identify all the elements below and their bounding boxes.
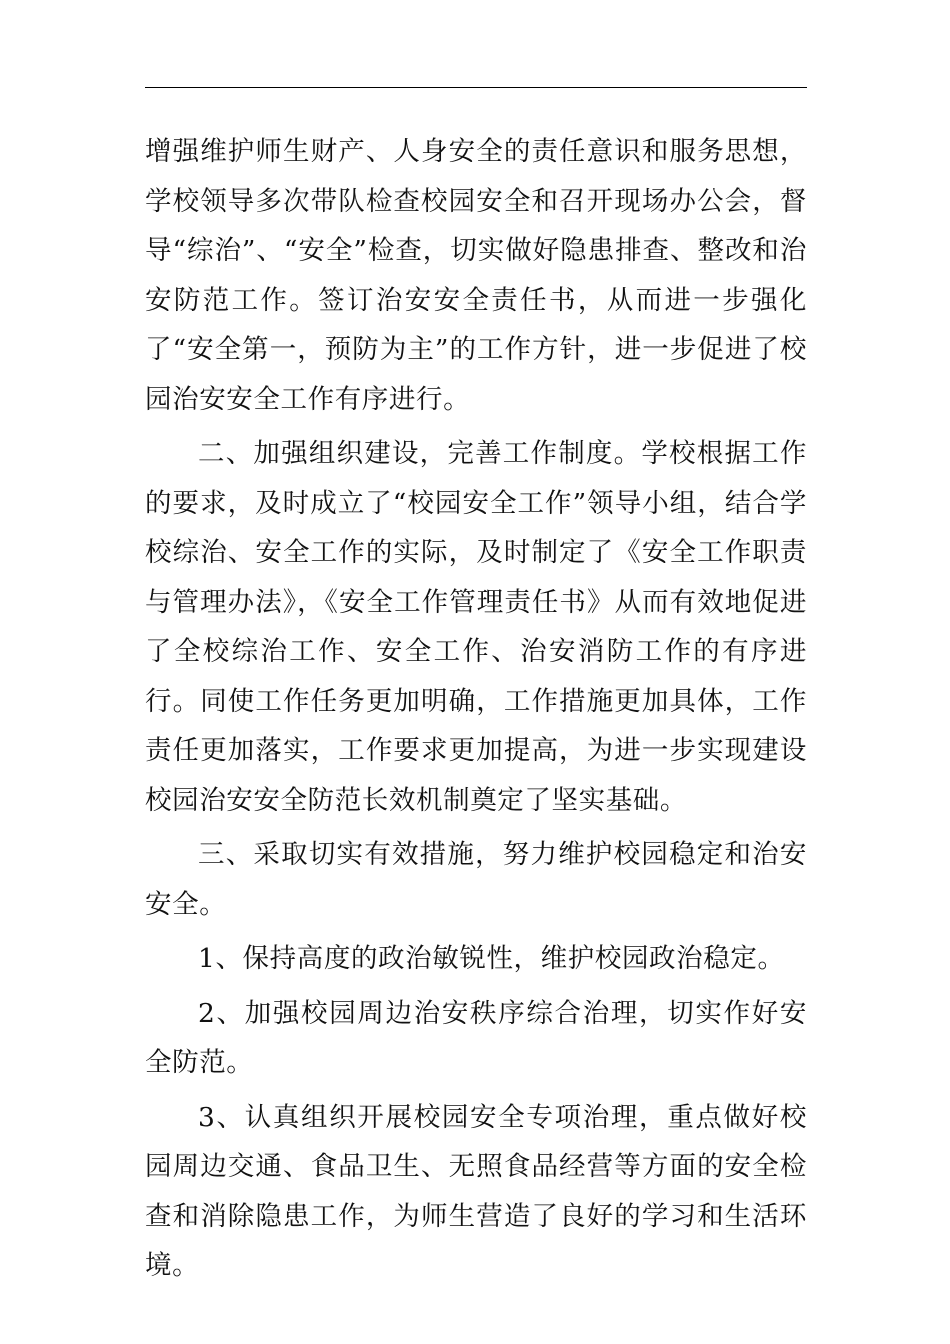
document-body [145,127,807,1296]
paragraph-continuation: 增强维护师生财产、人身安全的责任意识和服务思想，学校领导多次带队检查校园安全和召开现场办公会，督导“综治”、“安全”检查，切实做好隐患排查、整改和治安防范工作。签订治安安全责任书，从而进一步强化了“安全第一，预防为主”的工作方针，进一步促进了校园治安安全工作有序进行。 [145,136,807,415]
paragraph-section-3: 三、采取切实有效措施，努力维护校园稳定和治安安全。 [145,839,807,920]
paragraph-item-3: 3、认真组织开展校园安全专项治理，重点做好校园周边交通、食品卫生、无照食品经营等方面的安全检查和消除隐患工作，为师生营造了良好的学习和生活环境。 [145,1101,807,1281]
paragraph-item-1: 1、保持高度的政治敏锐性，维护校园政治稳定。 [198,943,785,974]
paragraph-section-2: 二、加强组织建设，完善工作制度。学校根据工作的要求，及时成立了“校园安全工作”领导小组，结合学校综治、安全工作的实际，及时制定了《安全工作职责与管理办法》，《安全工作管理责任书》从而有效地促进了全校综治工作、安全工作、治安消防工作的有序进行。同使工作任务更加明确，工作措施更加具体，工作责任更加落实，工作要求更加提高，为进一步实现建设校园治安安全防范长效机制奠定了坚实基础。 [145,438,807,816]
paragraph-item-2: 2、加强校园周边治安秩序综合治理，切实作好安全防范。 [145,997,807,1078]
header-rule [145,87,807,88]
